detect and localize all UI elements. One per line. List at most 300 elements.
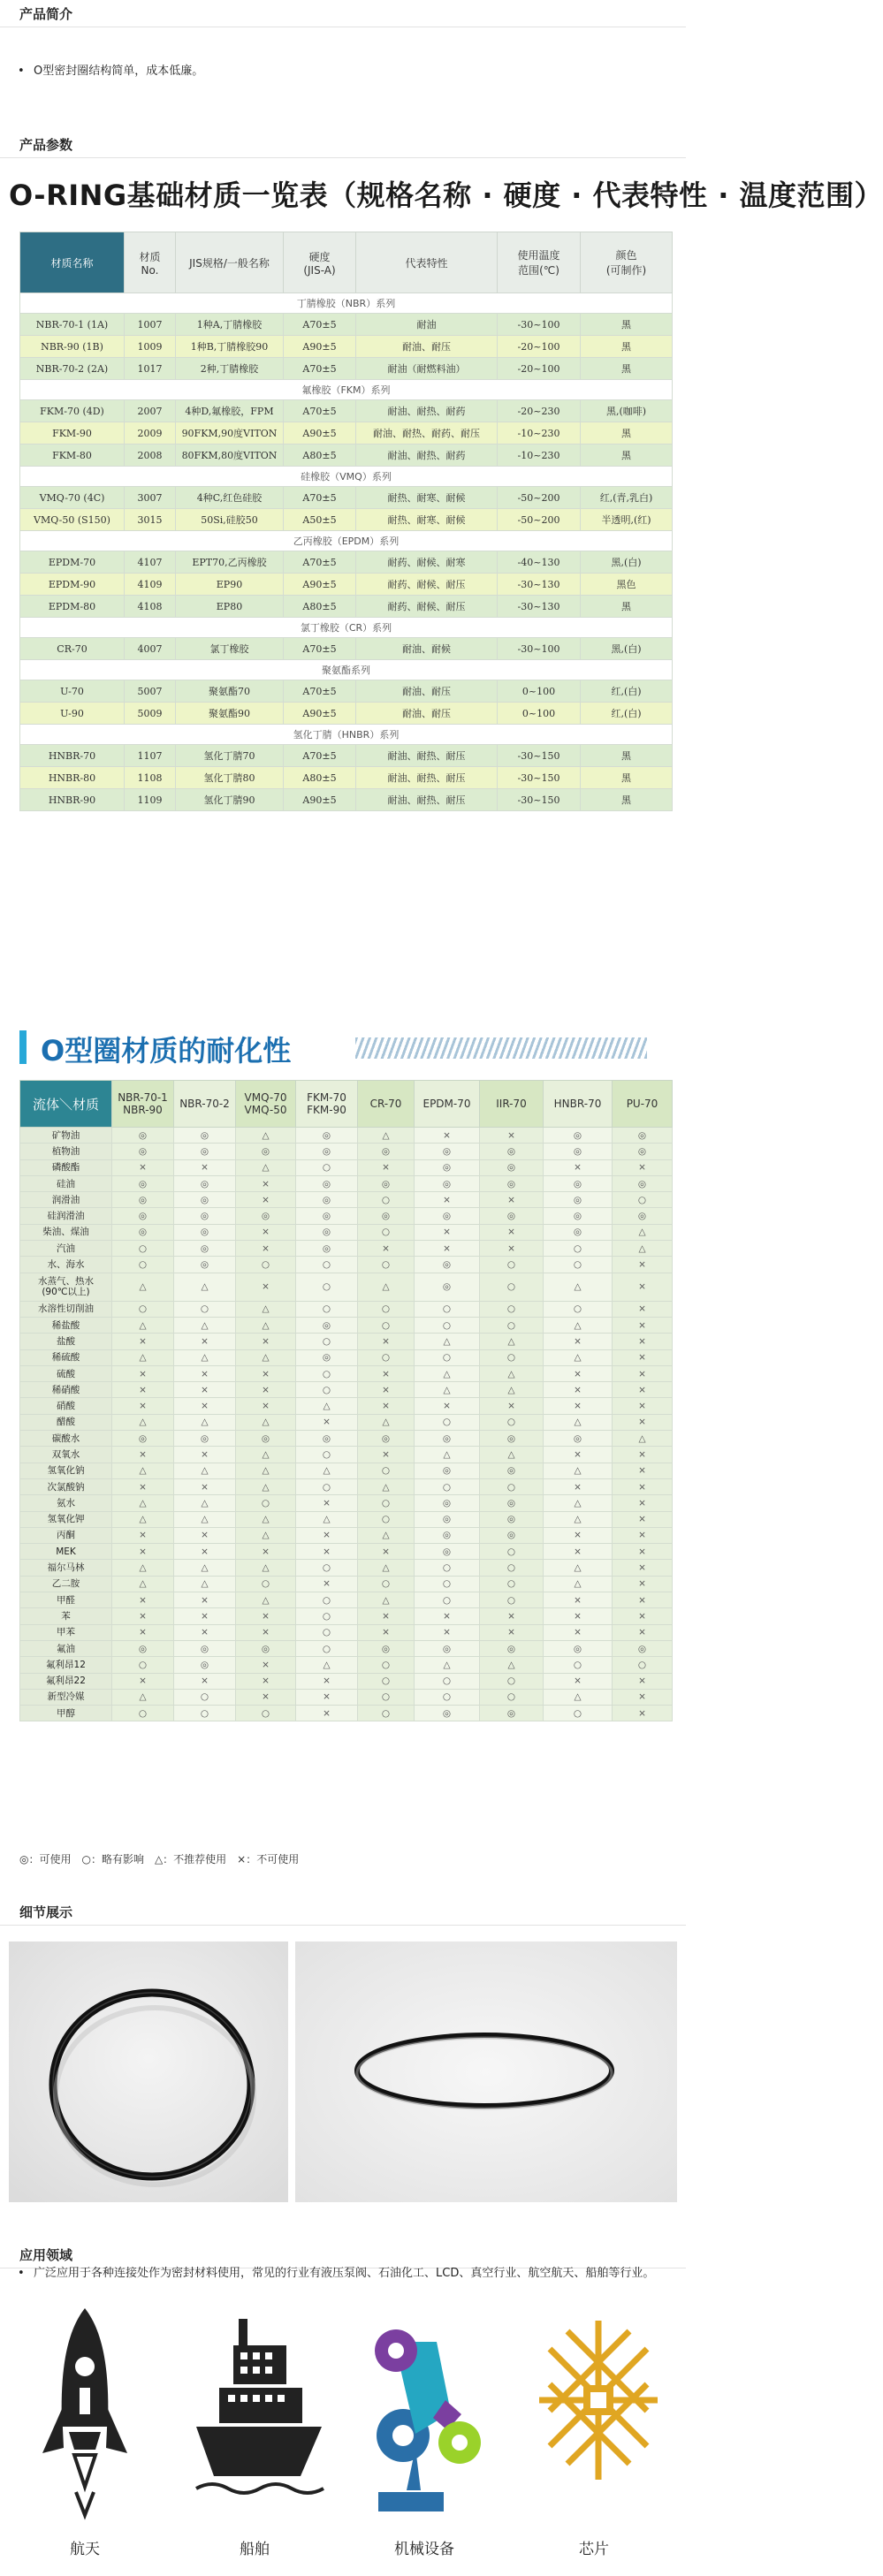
rating-cell: ○ — [358, 1576, 415, 1592]
table-cell: A90±5 — [284, 703, 356, 725]
section-title: 产品参数 — [19, 137, 73, 153]
rating-cell: △ — [480, 1447, 544, 1463]
table-cell: 5009 — [125, 703, 176, 725]
rating-cell: ◎ — [174, 1175, 236, 1191]
applications-text: • 广泛应用于各种连接处作为密封材料使用，常见的行业有液压泵阀、石油化工、LCD、真空行业、航空航天、船舶等行业。 — [34, 2267, 655, 2280]
table-cell: 氯丁橡胶 — [176, 638, 284, 660]
fluid-name-cell: 硅润滑油 — [20, 1208, 112, 1224]
rating-cell: △ — [236, 1349, 296, 1365]
table-row — [20, 422, 673, 445]
table-cell: 红,(白) — [581, 680, 673, 703]
rating-cell: ◎ — [544, 1640, 613, 1656]
rating-cell: △ — [415, 1447, 480, 1463]
group-label: 氯丁橡胶（CR）系列 — [20, 618, 673, 638]
table-header-cell: JIS规格/一般名称 — [176, 232, 284, 293]
table-cell: 1007 — [125, 314, 176, 336]
fluid-name-cell: 稀硝酸 — [20, 1382, 112, 1398]
table-header-cell: 材质名称 — [20, 232, 125, 293]
rating-cell: × — [544, 1478, 613, 1494]
table-header-cell: 材质 No. — [125, 232, 176, 293]
table-cell: -30~130 — [498, 574, 581, 596]
rating-cell: ○ — [544, 1257, 613, 1273]
rating-cell: ○ — [296, 1478, 358, 1494]
table-row — [20, 1495, 673, 1511]
chem-resistance-banner — [19, 1027, 672, 1068]
rating-cell: △ — [480, 1334, 544, 1349]
rating-cell: ○ — [415, 1349, 480, 1365]
table-cell: 黑 — [581, 336, 673, 358]
rating-cell: × — [236, 1689, 296, 1705]
rating-cell: ◎ — [358, 1175, 415, 1191]
rating-cell: × — [112, 1673, 174, 1689]
table-cell: 氢化丁腈70 — [176, 745, 284, 767]
table-cell: 5007 — [125, 680, 176, 703]
rating-cell: ◎ — [415, 1544, 480, 1560]
table-cell: 黑色 — [581, 574, 673, 596]
table-header-cell: PU-70 — [613, 1081, 673, 1128]
table-row — [20, 1365, 673, 1381]
table-cell: EPDM-70 — [20, 551, 125, 574]
rating-cell: × — [613, 1447, 673, 1463]
fluid-name-cell: 乙二胺 — [20, 1576, 112, 1592]
robot-arm-icon — [362, 2303, 495, 2524]
table-row — [20, 1447, 673, 1463]
rating-cell: ◎ — [112, 1175, 174, 1191]
table-cell: 90FKM,90度VITON — [176, 422, 284, 445]
chem-table-title: O型圈材质的耐化性 — [41, 1034, 292, 1068]
rating-cell: ○ — [480, 1478, 544, 1494]
fluid-name-cell: 润滑油 — [20, 1192, 112, 1208]
table-header-cell: 代表特性 — [356, 232, 498, 293]
rating-cell: ○ — [415, 1689, 480, 1705]
table-cell: 1108 — [125, 767, 176, 789]
rating-cell: × — [613, 1273, 673, 1301]
rating-cell: ○ — [415, 1414, 480, 1430]
rating-cell: × — [415, 1241, 480, 1257]
table-cell: 耐热、耐寒、耐候 — [356, 509, 498, 531]
detail-photo-1 — [9, 1941, 288, 2202]
rating-cell: × — [236, 1382, 296, 1398]
table-row — [20, 1414, 673, 1430]
fluid-name-cell: 水溶性切削油 — [20, 1301, 112, 1317]
rating-cell: × — [480, 1192, 544, 1208]
fluid-name-cell: 矿物油 — [20, 1128, 112, 1144]
application-item-chip — [509, 2296, 679, 2561]
rating-cell: △ — [296, 1511, 358, 1527]
application-item-aerospace — [0, 2296, 170, 2561]
banner-accent-bar — [19, 1030, 27, 1064]
table-header-cell: NBR-70-1 NBR-90 — [112, 1081, 174, 1128]
chem-resistance-table — [19, 1080, 673, 1721]
rating-cell: △ — [174, 1576, 236, 1592]
rating-cell: ○ — [415, 1301, 480, 1317]
table-cell: 1种B,丁腈橡胶90 — [176, 336, 284, 358]
table-cell: HNBR-70 — [20, 745, 125, 767]
table-cell: A70±5 — [284, 314, 356, 336]
table-group-row — [20, 467, 673, 487]
rating-cell: ○ — [358, 1192, 415, 1208]
table-cell: A80±5 — [284, 596, 356, 618]
rating-cell: △ — [236, 1128, 296, 1144]
table-row — [20, 1592, 673, 1608]
table-cell: HNBR-80 — [20, 767, 125, 789]
table-cell: -50~200 — [498, 487, 581, 509]
rating-cell: ○ — [112, 1257, 174, 1273]
rating-cell: ◎ — [296, 1208, 358, 1224]
rating-cell: △ — [112, 1511, 174, 1527]
rating-cell: △ — [358, 1414, 415, 1430]
rating-cell: ◎ — [236, 1431, 296, 1447]
rating-cell: ○ — [296, 1592, 358, 1608]
table-row — [20, 358, 673, 380]
table-cell: 黑 — [581, 745, 673, 767]
group-label: 硅橡胶（VMQ）系列 — [20, 467, 673, 487]
rating-cell: × — [112, 1608, 174, 1624]
rating-cell: ◎ — [415, 1257, 480, 1273]
table-header-cell: 硬度 (JIS-A) — [284, 232, 356, 293]
table-row — [20, 1317, 673, 1333]
fluid-name-cell: 稀硫酸 — [20, 1349, 112, 1365]
table-row — [20, 445, 673, 467]
rating-cell: ◎ — [415, 1208, 480, 1224]
rating-cell: × — [480, 1608, 544, 1624]
rating-cell: ○ — [296, 1365, 358, 1381]
fluid-name-cell: 碳酸水 — [20, 1431, 112, 1447]
rating-cell: × — [480, 1624, 544, 1640]
table-cell: 聚氨酯70 — [176, 680, 284, 703]
rating-cell: ◎ — [480, 1175, 544, 1191]
rating-cell: × — [613, 1317, 673, 1333]
table-cell: 氢化丁腈90 — [176, 789, 284, 811]
fluid-name-cell: 甲醛 — [20, 1592, 112, 1608]
rating-cell: ◎ — [236, 1640, 296, 1656]
table-cell: CR-70 — [20, 638, 125, 660]
table-cell: A90±5 — [284, 789, 356, 811]
rating-cell: ○ — [480, 1560, 544, 1576]
table-row — [20, 1398, 673, 1414]
rating-cell: △ — [544, 1317, 613, 1333]
rating-cell: ◎ — [480, 1431, 544, 1447]
rating-cell: × — [236, 1192, 296, 1208]
rating-cell: ◎ — [613, 1640, 673, 1656]
rating-cell: ◎ — [358, 1640, 415, 1656]
rating-cell: × — [174, 1382, 236, 1398]
rating-cell: ○ — [112, 1657, 174, 1673]
rating-cell: ○ — [415, 1576, 480, 1592]
table-cell: 4种C,红色硅胶 — [176, 487, 284, 509]
rating-cell: ○ — [358, 1657, 415, 1673]
rating-cell: △ — [296, 1657, 358, 1673]
rating-cell: △ — [112, 1560, 174, 1576]
rating-cell: ◎ — [174, 1241, 236, 1257]
rating-cell: △ — [174, 1511, 236, 1527]
table-cell: 4107 — [125, 551, 176, 574]
table-cell: A70±5 — [284, 745, 356, 767]
rating-cell: ○ — [358, 1689, 415, 1705]
table-row — [20, 1544, 673, 1560]
table-cell: 黑 — [581, 422, 673, 445]
chip-icon — [532, 2303, 665, 2524]
rating-cell: △ — [296, 1463, 358, 1478]
rating-cell: × — [174, 1478, 236, 1494]
group-label: 乙丙橡胶（EPDM）系列 — [20, 531, 673, 551]
rating-cell: × — [544, 1673, 613, 1689]
rating-cell: × — [236, 1657, 296, 1673]
rating-cell: ○ — [544, 1706, 613, 1721]
table-row — [20, 767, 673, 789]
table-cell: EPT70,乙丙橡胶 — [176, 551, 284, 574]
rating-cell: × — [358, 1241, 415, 1257]
rating-cell: × — [544, 1398, 613, 1414]
rating-cell: ○ — [480, 1689, 544, 1705]
table-cell: 黑 — [581, 314, 673, 336]
rating-cell: ◎ — [544, 1175, 613, 1191]
table-cell: 耐油（耐燃料油） — [356, 358, 498, 380]
rocket-icon — [23, 2303, 147, 2524]
rating-cell: × — [613, 1527, 673, 1543]
rating-cell: × — [358, 1544, 415, 1560]
table-group-row — [20, 380, 673, 400]
rating-cell: ○ — [358, 1317, 415, 1333]
rating-cell: ◎ — [415, 1144, 480, 1159]
table-cell: 黑 — [581, 596, 673, 618]
rating-cell: △ — [358, 1527, 415, 1543]
table-cell: 耐油、耐压 — [356, 703, 498, 725]
rating-cell: × — [174, 1544, 236, 1560]
rating-cell: × — [613, 1673, 673, 1689]
fluid-name-cell: 水蒸气、热水 (90℃以上) — [20, 1273, 112, 1301]
fluid-name-cell: MEK — [20, 1544, 112, 1560]
table-group-row — [20, 293, 673, 314]
table-cell: 耐药、耐候、耐压 — [356, 596, 498, 618]
rating-cell: △ — [236, 1527, 296, 1543]
table-cell: A50±5 — [284, 509, 356, 531]
rating-cell: ○ — [174, 1301, 236, 1317]
rating-cell: × — [544, 1447, 613, 1463]
rating-cell: ◎ — [544, 1431, 613, 1447]
rating-cell: × — [613, 1365, 673, 1381]
rating-cell: ○ — [296, 1301, 358, 1317]
rating-cell: ◎ — [358, 1431, 415, 1447]
table-cell: 4007 — [125, 638, 176, 660]
rating-cell: ◎ — [415, 1640, 480, 1656]
table-header-cell: EPDM-70 — [415, 1081, 480, 1128]
table-header-cell: NBR-70-2 — [174, 1081, 236, 1128]
rating-cell: × — [544, 1592, 613, 1608]
rating-cell: ◎ — [112, 1128, 174, 1144]
rating-cell: △ — [112, 1349, 174, 1365]
rating-cell: × — [613, 1511, 673, 1527]
rating-cell: ○ — [415, 1673, 480, 1689]
rating-cell: △ — [112, 1463, 174, 1478]
rating-cell: △ — [613, 1431, 673, 1447]
rating-cell: ◎ — [296, 1317, 358, 1333]
rating-cell: ○ — [236, 1576, 296, 1592]
rating-cell: △ — [613, 1241, 673, 1257]
rating-cell: × — [174, 1159, 236, 1175]
table-header-cell: VMQ-70 VMQ-50 — [236, 1081, 296, 1128]
table-cell: FKM-80 — [20, 445, 125, 467]
table-cell: -10~230 — [498, 422, 581, 445]
rating-cell: × — [112, 1159, 174, 1175]
table-cell: -30~150 — [498, 767, 581, 789]
rating-cell: △ — [480, 1365, 544, 1381]
rating-cell: × — [236, 1624, 296, 1640]
rating-cell: × — [613, 1495, 673, 1511]
rating-cell: ◎ — [613, 1144, 673, 1159]
rating-cell: ◎ — [174, 1144, 236, 1159]
table-row — [20, 1608, 673, 1624]
rating-cell: ○ — [480, 1317, 544, 1333]
rating-cell: × — [613, 1624, 673, 1640]
table-cell: VMQ-70 (4C) — [20, 487, 125, 509]
group-label: 氢化丁腈（HNBR）系列 — [20, 725, 673, 745]
rating-cell: ◎ — [415, 1463, 480, 1478]
table-cell: 黑 — [581, 445, 673, 467]
rating-cell: × — [613, 1689, 673, 1705]
rating-cell: × — [544, 1624, 613, 1640]
rating-cell: ○ — [296, 1257, 358, 1273]
rating-cell: ○ — [236, 1257, 296, 1273]
rating-cell: × — [236, 1273, 296, 1301]
group-label: 聚氨酯系列 — [20, 660, 673, 680]
table-cell: FKM-90 — [20, 422, 125, 445]
fluid-name-cell: 水、海水 — [20, 1257, 112, 1273]
table-cell: 3015 — [125, 509, 176, 531]
table-cell: 黑 — [581, 789, 673, 811]
table-cell: 红,(青,乳白) — [581, 487, 673, 509]
table-cell: -40~130 — [498, 551, 581, 574]
rating-cell: △ — [236, 1560, 296, 1576]
table-row — [20, 1560, 673, 1576]
rating-cell: ◎ — [480, 1495, 544, 1511]
material-table-title: O-RING基础材质一览表（规格名称 · 硬度 · 代表特性 · 温度范围） — [9, 179, 883, 212]
rating-cell: △ — [358, 1592, 415, 1608]
rating-cell: △ — [236, 1592, 296, 1608]
rating-cell: × — [358, 1624, 415, 1640]
table-row — [20, 1478, 673, 1494]
rating-cell: ◎ — [296, 1431, 358, 1447]
table-cell: 半透明,(红) — [581, 509, 673, 531]
rating-cell: ◎ — [613, 1208, 673, 1224]
table-cell: 耐油、耐候 — [356, 638, 498, 660]
table-cell: 耐药、耐候、耐寒 — [356, 551, 498, 574]
rating-cell: × — [415, 1192, 480, 1208]
rating-cell: ◎ — [174, 1128, 236, 1144]
rating-cell: ○ — [544, 1241, 613, 1257]
table-row — [20, 574, 673, 596]
rating-cell: ◎ — [112, 1640, 174, 1656]
table-row — [20, 1273, 673, 1301]
rating-cell: × — [415, 1398, 480, 1414]
rating-cell: ○ — [358, 1495, 415, 1511]
rating-cell: ◎ — [544, 1128, 613, 1144]
rating-cell: × — [236, 1241, 296, 1257]
rating-cell: ○ — [480, 1273, 544, 1301]
rating-cell: × — [112, 1447, 174, 1463]
table-row — [20, 1673, 673, 1689]
rating-cell: ◎ — [296, 1175, 358, 1191]
rating-cell: △ — [236, 1463, 296, 1478]
section-header-params — [0, 131, 686, 158]
table-cell: -30~150 — [498, 789, 581, 811]
rating-cell: △ — [544, 1511, 613, 1527]
table-row — [20, 1192, 673, 1208]
table-cell: 黑 — [581, 358, 673, 380]
table-cell: EP80 — [176, 596, 284, 618]
rating-cell: ○ — [112, 1706, 174, 1721]
fluid-name-cell: 汽油 — [20, 1241, 112, 1257]
rating-cell: × — [174, 1592, 236, 1608]
rating-cell: ○ — [480, 1576, 544, 1592]
table-cell: A70±5 — [284, 680, 356, 703]
fluid-name-cell: 醋酸 — [20, 1414, 112, 1430]
rating-cell: × — [112, 1382, 174, 1398]
detail-photo-2 — [295, 1941, 677, 2202]
rating-cell: × — [613, 1560, 673, 1576]
table-row — [20, 638, 673, 660]
rating-cell: ○ — [358, 1257, 415, 1273]
rating-cell: ◎ — [613, 1175, 673, 1191]
rating-cell: ◎ — [544, 1208, 613, 1224]
table-cell: 1种A,丁腈橡胶 — [176, 314, 284, 336]
rating-cell: × — [236, 1608, 296, 1624]
table-cell: 3007 — [125, 487, 176, 509]
rating-cell: △ — [415, 1365, 480, 1381]
table-cell: 4种D,氟橡胶，FPM — [176, 400, 284, 422]
fluid-name-cell: 磷酸酯 — [20, 1159, 112, 1175]
rating-cell: × — [613, 1398, 673, 1414]
table-cell: 80FKM,80度VITON — [176, 445, 284, 467]
rating-cell: ○ — [296, 1447, 358, 1463]
rating-cell: ◎ — [174, 1208, 236, 1224]
table-cell: 黑 — [581, 767, 673, 789]
fluid-name-cell: 稀盐酸 — [20, 1317, 112, 1333]
table-row — [20, 1334, 673, 1349]
rating-cell: × — [613, 1414, 673, 1430]
table-cell: 氢化丁腈80 — [176, 767, 284, 789]
rating-cell: △ — [544, 1349, 613, 1365]
rating-cell: ◎ — [174, 1257, 236, 1273]
rating-cell: × — [112, 1398, 174, 1414]
rating-cell: × — [480, 1224, 544, 1240]
rating-cell: △ — [358, 1273, 415, 1301]
fluid-name-cell: 氨水 — [20, 1495, 112, 1511]
table-cell: A70±5 — [284, 638, 356, 660]
rating-cell: ◎ — [358, 1144, 415, 1159]
rating-cell: × — [613, 1349, 673, 1365]
rating-cell: △ — [544, 1495, 613, 1511]
rating-cell: ○ — [613, 1192, 673, 1208]
rating-cell: ◎ — [296, 1192, 358, 1208]
rating-cell: △ — [174, 1414, 236, 1430]
application-item-ship — [170, 2296, 339, 2561]
fluid-name-cell: 苯 — [20, 1608, 112, 1624]
rating-cell: ○ — [112, 1301, 174, 1317]
ship-icon — [193, 2303, 325, 2524]
rating-cell: △ — [174, 1317, 236, 1333]
rating-cell: ○ — [415, 1478, 480, 1494]
rating-cell: ◎ — [174, 1192, 236, 1208]
rating-cell: ○ — [112, 1241, 174, 1257]
rating-cell: ◎ — [296, 1128, 358, 1144]
rating-cell: ○ — [296, 1624, 358, 1640]
rating-cell: ○ — [358, 1706, 415, 1721]
rating-cell: ◎ — [480, 1159, 544, 1175]
rating-cell: ◎ — [544, 1224, 613, 1240]
table-cell: A90±5 — [284, 336, 356, 358]
rating-cell: × — [236, 1224, 296, 1240]
